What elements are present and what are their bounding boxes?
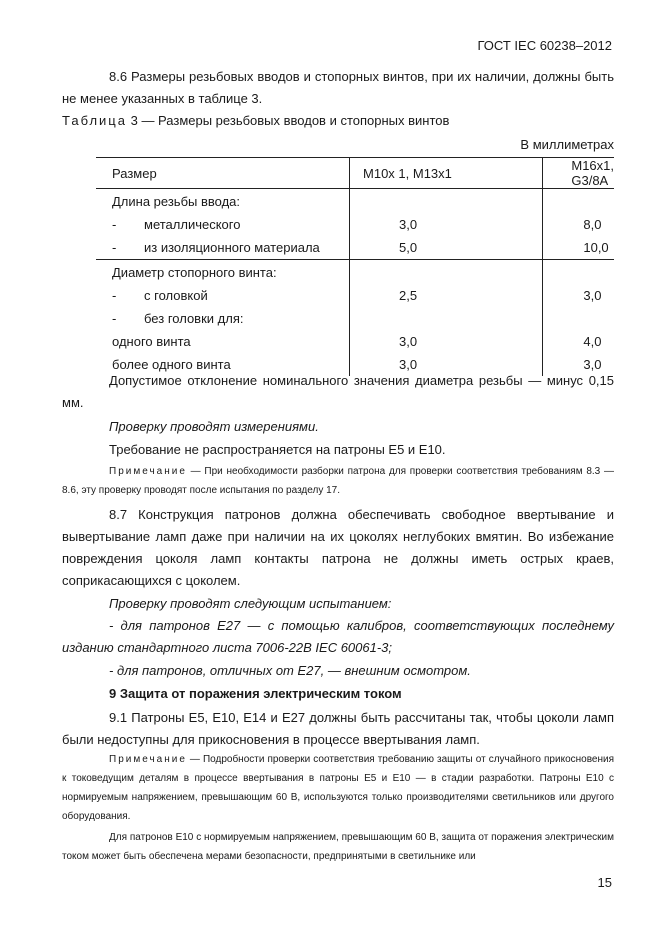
header-cell: M10x 1, M13x1 xyxy=(350,158,543,189)
table-header-row xyxy=(96,158,614,189)
document-header: ГОСТ IEC 60238–2012 xyxy=(477,38,612,53)
cell-value: 3,0 xyxy=(543,353,614,376)
check-test-other: - для патронов, отличных от Е27, — внешним осмотром. xyxy=(109,663,471,678)
check-test-e27: - для патронов Е27 — с помощью калибров, соответствующих последнему изданию стандартного листа 7006-22В IEC 60061-3; xyxy=(62,618,614,655)
check-measurements: Проверку проводят измерениями. xyxy=(109,419,319,434)
tolerance-text: Допустимое отклонение номинального значения диаметра резьбы — минус 0,15 мм. xyxy=(62,373,614,410)
row-label: более одного винта xyxy=(112,357,231,372)
page-number: 15 xyxy=(597,875,612,890)
note-2 xyxy=(62,750,614,826)
row-label: с головкой xyxy=(144,288,208,303)
cell-value: 5,0 xyxy=(350,236,543,260)
cell-value: 3,0 xyxy=(543,284,614,307)
cell-value: 4,0 xyxy=(543,330,614,353)
table-row xyxy=(96,260,614,285)
cell-value: 3,0 xyxy=(350,213,543,236)
requirement-text: Требование не распространяется на патроны Е5 и Е10. xyxy=(109,442,446,457)
paragraph-8-6: 8.6 Размеры резьбовых вводов и стопорных винтов, при их наличии, должны быть не менее указанных в таблице 3. xyxy=(62,69,614,106)
cell-value: 3,0 xyxy=(350,330,543,353)
cell-value: 10,0 xyxy=(543,236,614,260)
group-title: Диаметр стопорного винта: xyxy=(112,265,277,280)
table-units: В миллиметрах xyxy=(520,137,614,152)
section-9-title: 9 Защита от поражения электрическим током xyxy=(109,686,402,701)
row-label: металлического xyxy=(144,217,241,232)
row-label: из изоляционного материала xyxy=(144,240,320,255)
header-cell: Размер xyxy=(96,158,350,189)
table-row xyxy=(96,284,614,307)
row-label: без головки для: xyxy=(144,311,244,326)
table-row xyxy=(96,330,614,353)
paragraph-last: Для патронов Е10 с нормируемым напряжением, превышающим 60 В, защита от поражения электрическим током может быть обеспечена мерами безопасности, предпринятыми в светильнике или xyxy=(62,832,614,862)
cell-value: 2,5 xyxy=(350,284,543,307)
paragraph-8-7: 8.7 Конструкция патронов должна обеспечивать свободное ввертывание и вывертывание ламп даже при наличии на их цоколях неглубоких вмятин. Во избежание повреждения цоколя ламп контакты патрона не должны иметь острых краев, соприкасающихся с цоколем. xyxy=(62,507,614,588)
dash: - xyxy=(112,288,117,303)
dash: - xyxy=(112,217,117,232)
paragraph-9-1: 9.1 Патроны Е5, Е10, Е14 и Е27 должны быть рассчитаны так, чтобы цоколи ламп были недоступны для прикосновения в процессе ввертывания ламп. xyxy=(62,710,614,747)
dash: - xyxy=(112,240,117,255)
table-caption-label: Таблица xyxy=(62,113,127,128)
note-label: Примечание xyxy=(109,466,187,477)
table-caption xyxy=(62,113,449,128)
note-text: — При необходимости разборки патрона для проверки соответствия требованиям 8.3 — 8.6, эту проверку проводят после испытания по разделу 17. xyxy=(62,466,614,496)
dimensions-table xyxy=(96,157,614,376)
cell-value: 3,0 xyxy=(350,353,543,376)
table-row xyxy=(96,213,614,236)
check-test-intro: Проверку проводят следующим испытанием: xyxy=(109,596,392,611)
row-label: одного винта xyxy=(112,334,191,349)
table-caption-text: 3 — Размеры резьбовых вводов и стопорных винтов xyxy=(126,113,450,128)
note-text: — Подробности проверки соответствия требованию защиты от случайного прикосновения к токоведущим деталям в процессе ввертывания в патроны Е5 и Е10 — в стадии разработки. Патроны Е10 с нормируемым напряжением, превышающим 60 В, используются только производителями светильников или другого оборудования. xyxy=(62,754,614,822)
table-row xyxy=(96,189,614,214)
table-row xyxy=(96,236,614,260)
table-row xyxy=(96,307,614,330)
group-title: Длина резьбы ввода: xyxy=(112,194,241,209)
note-label: Примечание xyxy=(109,754,187,765)
header-cell: M16x1, G3/8A xyxy=(543,158,614,189)
dash: - xyxy=(112,311,117,326)
cell-value: 8,0 xyxy=(543,213,614,236)
note-1 xyxy=(62,462,614,500)
